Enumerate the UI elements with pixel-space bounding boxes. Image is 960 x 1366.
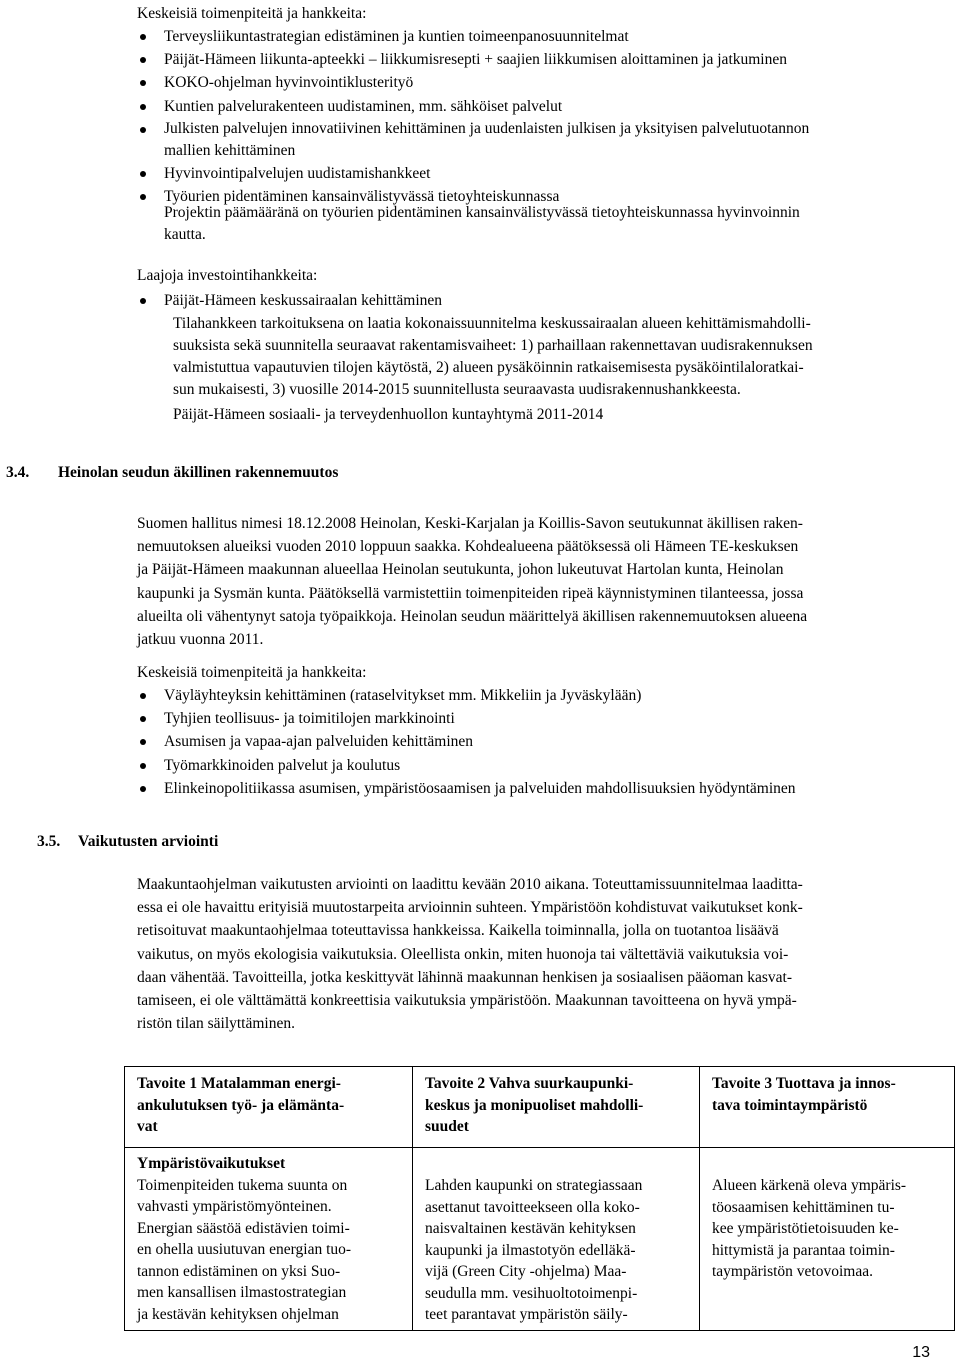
para-line: Suomen hallitus nimesi 18.12.2008 Heinolan, Keski-Karjalan ja Koillis-Savon seutukunnat äkillisen raken- (137, 515, 803, 532)
header-line: tava toimintaympäristö (712, 1096, 868, 1114)
para-line: tamiseen, ei ole välttämättä konkreettisia vaikutuksia ympäristöön. Maakunnan tavoitteena on hyvä ympä- (137, 992, 797, 1010)
list-item: Terveysliikuntastrategian edistäminen ja kuntien toimeenpanosuunnitelmat (137, 25, 809, 48)
cell-line: Toimenpiteiden tukema suunta on (137, 1176, 348, 1194)
section35-paragraph (137, 873, 937, 1035)
cell-line: taympäristön vetovoimaa. (712, 1263, 873, 1280)
para-line: jatkuu vuonna 2011. (137, 631, 264, 649)
cell-line: en ohella uusiutuvan energian tuo- (137, 1241, 352, 1258)
table-header-row (125, 1067, 955, 1148)
cell-line: naisvaltainen kestävän kehityksen (425, 1220, 636, 1237)
invest-heading: Laajoja investointihankkeita: (137, 267, 318, 284)
header-line: Tavoite 1 Matalamman energi- (137, 1075, 341, 1092)
para-line: Maakuntaohjelman vaikutusten arviointi on laadittu kevään 2010 aikana. Toteuttamissuunnitelmaa laaditta- (137, 876, 803, 893)
cell-line: hittymistä ja parantaa toimin- (712, 1241, 895, 1259)
list-item: Väyläyhteyksin kehittäminen (rataselvitykset mm. Mikkeliin ja Jyväskylään) (137, 684, 796, 707)
cell-line: vahvasti ympäristömyönteinen. (137, 1198, 332, 1215)
list-heading-1: Keskeisiä toimenpiteitä ja hankkeita: (137, 5, 367, 22)
list-item: Elinkeinopolitiikassa asumisen, ympäristöosaamisen ja palveluiden mahdollisuuksien hyödyntäminen (137, 777, 796, 800)
table-cell (125, 1148, 413, 1331)
header-line: ankulutuksen työ- ja elämänta- (137, 1096, 345, 1114)
measures-list-1 (137, 25, 809, 208)
list-item: Päijät-Hämeen keskussairaalan kehittäminen (137, 289, 442, 312)
section34-paragraph (137, 512, 937, 651)
para-line: alueilta oli vähentynyt satoja työpaikkoja. Heinolan seudun määrittelyä äkillisen rakennemuutoksen alueena (137, 607, 808, 625)
row-label: Ympäristövaikutukset (137, 1155, 286, 1172)
section-number: 3.5. (37, 833, 61, 850)
goals-table (124, 1066, 955, 1331)
list-item: Kuntien palvelurakenteen uudistaminen, mm. sähköiset palvelut (137, 95, 809, 118)
list-item: Hyvinvointipalvelujen uudistamishankkeet (137, 162, 809, 185)
header-line: suudet (425, 1118, 469, 1135)
list-item-line: Julkisten palvelujen innovatiivinen kehittäminen ja uudenlaisten julkisen ja yksityisen palvelutuotannon (164, 119, 810, 137)
header-line: vat (137, 1118, 158, 1135)
table-cell (413, 1148, 700, 1331)
table-cell (700, 1148, 955, 1331)
para-line: nemuutoksen alueiksi vuoden 2010 loppuun saakka. Kohdealueena päätöksessä oli Hämeen TE-keskuksen (137, 538, 799, 556)
cell-line: Energian säästöä edistävien toimi- (137, 1219, 350, 1237)
cell-line: teet parantavat ympäristön säily- (425, 1306, 628, 1323)
para-line: ja Päijät-Hämeen maakunnan alueellaa Heinolan seutukunta, johon lukeutuvat Hartolan kunta, Heinolan (137, 561, 784, 579)
section-number: 3.4. (6, 464, 30, 481)
desc-line: suuksista sekä suunnitella seuraavat rakentamisvaiheet: 1) parhaillaan rakennettavan uudisrakennuksen (173, 337, 813, 354)
cell-line: kee ympäristötietoisuuden ke- (712, 1220, 899, 1237)
table-header-cell (413, 1067, 700, 1148)
list-item: Työmarkkinoiden palvelut ja koulutus (137, 754, 796, 777)
table-row (125, 1148, 955, 1331)
header-line: Tavoite 2 Vahva suurkaupunki- (425, 1075, 634, 1092)
cell-line: seudulla mm. vesihuoltotoimenpi- (425, 1284, 638, 1302)
list-item (137, 118, 809, 162)
para-line: daan vähentää. Tavoitteilla, jotka keskittyvät lähinnä maakunnan henkisen ja sosiaalisen pääoman kasvat- (137, 968, 793, 986)
cell-line: Lahden kaupunki on strategiassaan (425, 1177, 643, 1194)
page-number: 13 (912, 1344, 930, 1361)
invest-list (137, 289, 442, 312)
section-title: Vaikutusten arviointi (78, 833, 219, 850)
list-item-line: mallien kehittäminen (164, 141, 296, 159)
cell-line: men kansallisen ilmastostrategian (137, 1284, 347, 1301)
desc-line: valmistuttua vapautuvien tilojen käytöstä, 2) alueen pysäköinnin ratkaisemisesta pysäköintilaloratkai- (173, 359, 804, 376)
desc-line: Tilahankkeen tarkoituksena on laatia kokonaissuunnitelma keskussairaalan alueen kehittämismahdolli- (173, 315, 811, 332)
para-line: kaupunki ja Sysmän kunta. Päätöksellä varmistettiin toimenpiteiden ripeä käynnistyminen tilanteessa, jossa (137, 584, 804, 602)
cell-line: kaupunki ja ilmastotyön edelläkä- (425, 1241, 636, 1259)
cell-line: tannon edistäminen on yksi Suo- (137, 1262, 341, 1280)
list-item: Työurien pidentäminen kansainvälistyvässä tietoyhteiskunnassa (137, 185, 809, 208)
para-line: essa ei ole havaittu erityisiä muutostarpeita arvioinnin suhteen. Ympäristöön kohdistuvat vaikutukset konk- (137, 899, 803, 917)
section-title: Heinolan seudun äkillinen rakennemuutos (58, 464, 339, 481)
desc-line: sun mukaisesti, 3) vuosille 2014-2015 suunnitellusta seuraavasta uudisrakennushankkeesta. (173, 381, 741, 398)
table-header-cell (700, 1067, 955, 1148)
list-item: Tyhjien teollisuus- ja toimitilojen markkinointi (137, 707, 796, 730)
para-line: ristön tilan säilyttäminen. (137, 1015, 295, 1033)
project-note (164, 202, 800, 246)
measures-list-2 (137, 684, 796, 800)
list-item: Päijät-Hämeen liikunta-apteekki – liikkumisresepti + saajien liikkumisen aloittaminen ja jatkuminen (137, 48, 809, 71)
cell-line: vijä (Green City -ohjelma) Maa- (425, 1263, 627, 1280)
list-item: KOKO-ohjelman hyvinvointiklusterityö (137, 71, 809, 94)
note-line: Projektin päämääränä on työurien pidentäminen kansainvälistyvässä tietoyhteiskunnassa hyvinvoinnin (164, 204, 800, 221)
list-item: Asumisen ja vapaa-ajan palveluiden kehittäminen (137, 730, 796, 753)
cell-line: töosaamisen kehittäminen tu- (712, 1198, 895, 1216)
header-line: Tavoite 3 Tuottava ja innos- (712, 1075, 896, 1092)
table-header-cell (125, 1067, 413, 1148)
para-line: vaikutus, on myös ekologisia vaikutuksia. Oleellista onkin, miten huonoja tai vältettäviä vaikutuksia voi- (137, 945, 789, 963)
para-line: retisoituvat maakuntaohjelmaa toteuttavissa hankkeissa. Kaikella toiminnalla, jolla on tuotantoa lisäävä (137, 922, 779, 940)
list-heading-2: Keskeisiä toimenpiteitä ja hankkeita: (137, 664, 367, 681)
cell-line: asettanut tavoitteekseen olla koko- (425, 1198, 640, 1216)
header-line: keskus ja monipuoliset mahdolli- (425, 1096, 644, 1114)
cell-line: ja kestävän kehityksen ohjelman (137, 1305, 339, 1323)
invest-owner: Päijät-Hämeen sosiaali- ja terveydenhuollon kuntayhtymä 2011-2014 (173, 406, 604, 423)
note-line: kautta. (164, 226, 206, 243)
cell-line: Alueen kärkenä oleva ympäris- (712, 1177, 907, 1194)
invest-description (173, 313, 813, 426)
